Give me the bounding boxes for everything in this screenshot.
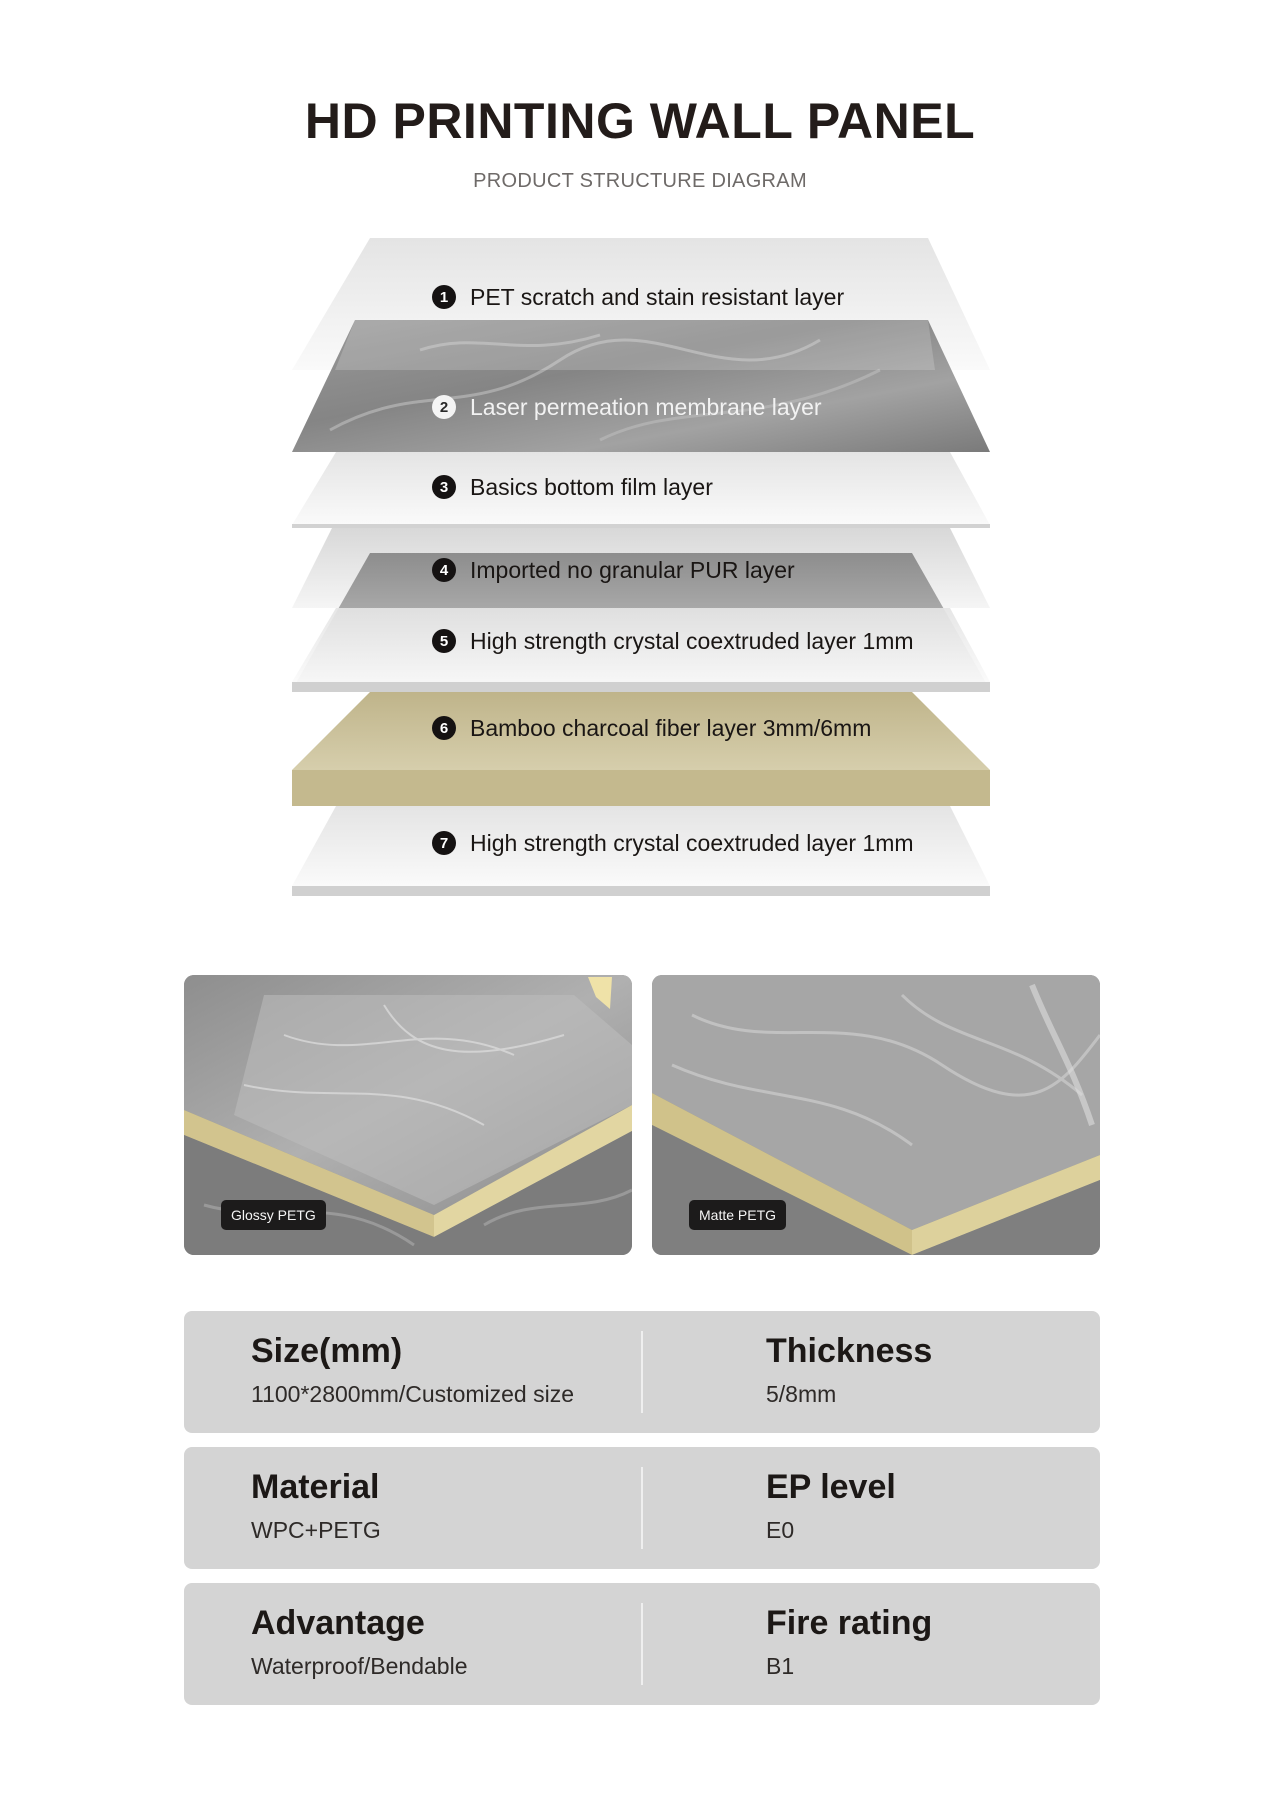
- layer-label-text: High strength crystal coextruded layer 1mm: [470, 829, 914, 856]
- spec-heading: EP level: [766, 1468, 896, 1506]
- layer-label-4: [432, 555, 795, 585]
- layer-1-overlay: [335, 320, 935, 370]
- spec-value: 5/8mm: [766, 1381, 837, 1407]
- spec-value: B1: [766, 1653, 795, 1679]
- number-badge: 3: [432, 475, 456, 499]
- spec-size: [251, 1329, 574, 1409]
- layer-label-text: PET scratch and stain resistant layer: [470, 283, 845, 310]
- layer-7-edge: [292, 886, 990, 896]
- matte-petg-photo: [652, 975, 1100, 1255]
- page-subtitle: PRODUCT STRUCTURE DIAGRAM: [473, 170, 807, 192]
- layer-label-text: Bamboo charcoal fiber layer 3mm/6mm: [470, 714, 872, 741]
- spec-card-material-ep: [184, 1447, 1100, 1569]
- number-badge: 7: [432, 831, 456, 855]
- spec-divider: [641, 1603, 643, 1685]
- layer-label-3: [432, 472, 713, 502]
- layer-label-2: [432, 392, 822, 422]
- layer-label-text: Imported no granular PUR layer: [470, 556, 795, 583]
- layer-6-bamboo-edge: [292, 770, 990, 806]
- spec-heading: Thickness: [766, 1332, 933, 1370]
- spec-card-size-thickness: [184, 1311, 1100, 1433]
- layer-label-5: [432, 626, 914, 656]
- spec-heading: Advantage: [251, 1604, 425, 1642]
- spec-value: E0: [766, 1517, 795, 1543]
- layer-label-6: [432, 713, 871, 743]
- number-badge: 1: [432, 285, 456, 309]
- number-badge: 2: [432, 395, 456, 419]
- glossy-petg-photo: [184, 975, 632, 1255]
- spec-ep-level: [766, 1465, 896, 1545]
- page-title: HD PRINTING WALL PANEL: [304, 93, 976, 149]
- layer-label-text: Basics bottom film layer: [470, 473, 713, 500]
- number-badge: 6: [432, 716, 456, 740]
- layer-label-7: [432, 828, 914, 858]
- number-badge: 5: [432, 629, 456, 653]
- spec-value: 1100*2800mm/Customized size: [251, 1381, 575, 1407]
- spec-value: WPC+PETG: [251, 1517, 381, 1543]
- spec-thickness: [766, 1329, 932, 1409]
- layer-label-1: [432, 282, 844, 312]
- layer-5-edge: [292, 682, 990, 692]
- spec-heading: Size(mm): [251, 1332, 403, 1370]
- number-badge: 4: [432, 558, 456, 582]
- spec-material: [251, 1465, 381, 1545]
- spec-fire-rating: [766, 1601, 932, 1681]
- spec-card-advantage-fire: [184, 1583, 1100, 1705]
- spec-heading: Material: [251, 1468, 380, 1506]
- spec-value: Waterproof/Bendable: [251, 1653, 468, 1679]
- spec-heading: Fire rating: [766, 1604, 933, 1642]
- layer-3-edge: [292, 524, 990, 528]
- spec-divider: [641, 1331, 643, 1413]
- photo-tag-matte: Matte PETG: [689, 1200, 786, 1230]
- spec-advantage: [251, 1601, 468, 1681]
- spec-divider: [641, 1467, 643, 1549]
- layer-label-text: High strength crystal coextruded layer 1mm: [470, 627, 914, 654]
- photo-tag-glossy: Glossy PETG: [221, 1200, 326, 1230]
- layer-label-text: Laser permeation membrane layer: [470, 393, 822, 420]
